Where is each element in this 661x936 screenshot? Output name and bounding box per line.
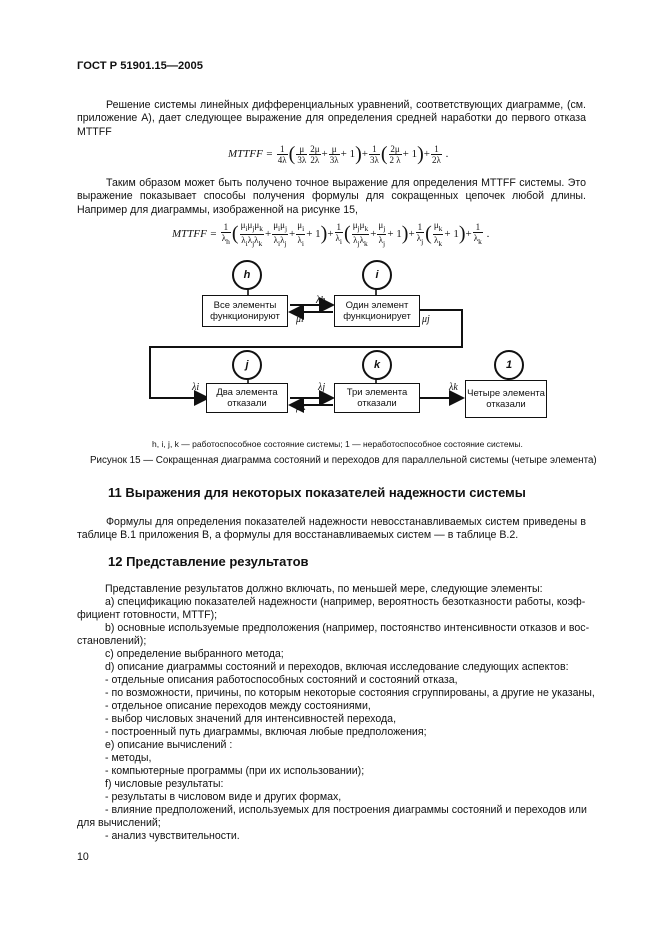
- figure-caption: Рисунок 15 — Сокращенная диаграмма состояний и переходов для параллельной системы (четыре элемента): [90, 455, 597, 466]
- list-line: - отдельное описание переходов между состояниями,: [105, 700, 371, 712]
- rate-lambda-j: λj: [318, 382, 326, 393]
- state-failed-circle: 1: [494, 350, 524, 380]
- figure-legend: h, i, j, k — работоспособное состояние системы; 1 — неработоспособное состояние системы.: [152, 439, 523, 449]
- state-k-box: Три элемента отказали: [334, 383, 420, 413]
- state-j-box: Два элемента отказали: [206, 383, 288, 413]
- section-11-text: Формулы для определения показателей надежности невосстанавливаемых систем приведены в таблице В.1 приложения В, а формулы для восстанавливаемых систем — в таблице В.2.: [77, 516, 586, 542]
- list-line: фициент готовности, MTTF);: [77, 609, 218, 621]
- rate-mu-j: μj: [422, 314, 430, 325]
- formula-mttff-1: MTTFF = $\frac{1}{4\lambda}$ ( $\frac{\mu}{3\lambda}$ $\frac{2\mu}{2\lambda}$ + $\frac{\mu}{3\lambda}$ + 1)+ $\frac{1}{3\lambda}$ ( $\frac{2\mu}{2 \lambda}$ + 1)+ $\frac{1}{2\lambda}$ .: [228, 142, 449, 165]
- list-line: b) основные используемые предположения (например, постоянство интенсивности отказов и вос-: [105, 622, 590, 634]
- state-h-circle: h: [232, 260, 262, 290]
- list-line: - отдельные описания работоспособных состояний и состояний отказа,: [105, 674, 458, 686]
- state-k-circle: k: [362, 350, 392, 380]
- formula-mttff-2: MTTFF = $\frac{1}{\lambda_h}$ ( $\frac{\mu_i\mu_j\mu_k}{\lambda_i\lambda_j\lambda_k}$ + $\frac{\mu_i\mu_j}{\lambda_i\lambda_j}$ + $\frac{\mu_i}{\lambda_i}$ + 1)+ $\frac{1}{\lambda_i}$ ( $\frac{\mu_j\mu_k}{\lambda_j\lambda_k}$ + $\frac{\mu_j}{\lambda_j}$ + 1)+ $\frac{1}{\lambda_j}$ ( $\frac{\mu_k}{\lambda_k}$ + 1)+ $\frac{1}{\lambda_k}$ .: [172, 220, 490, 248]
- state-failed-box: Четыре элемента отказали: [465, 380, 547, 418]
- rate-lambda-i: λi: [192, 382, 200, 393]
- list-line: e) описание вычислений :: [105, 739, 233, 751]
- list-line: - влияние предположений, используемых для построения диаграммы состояний и переходов или: [105, 804, 587, 816]
- formula-2-lhs: MTTFF =: [172, 227, 218, 240]
- list-line: Представление результатов должно включать, по меньшей мере, следующие элементы:: [105, 583, 543, 595]
- paragraph-intro: Решение системы линейных дифференциальных уравнений, соответствующих диаграмме, (см. приложение А), дает следующее выражение для определения средней наработки до первого отказа MTTFF: [77, 99, 586, 138]
- list-line: а) спецификацию показателей надежности (например, вероятность безотказности работы, коэф-: [105, 596, 586, 608]
- state-i-circle: i: [362, 260, 392, 290]
- list-line: - по возможности, причины, по которым некоторые состояния сгруппированы, а другие не указаны,: [105, 687, 595, 699]
- state-h-box: Все элементы функционируют: [202, 295, 288, 327]
- state-i-box: Один элемент функционирует: [334, 295, 420, 327]
- rate-mu-i: μi: [296, 314, 304, 325]
- list-line: - построенный путь диаграммы, включая любые предположения;: [105, 726, 427, 738]
- formula-1-lhs: MTTFF =: [228, 148, 274, 161]
- list-line: d) описание диаграммы состояний и переходов, включая исследование следующих аспектов:: [105, 661, 569, 673]
- page-number: 10: [77, 851, 89, 863]
- list-line: f) числовые результаты:: [105, 778, 224, 790]
- list-line: c) определение выбранного метода;: [105, 648, 284, 660]
- rate-lambda-h: λh: [316, 295, 326, 306]
- list-line: - выбор числовых значений для интенсивностей перехода,: [105, 713, 397, 725]
- rate-lambda-k: λk: [449, 382, 458, 393]
- list-line: - компьютерные программы (при их использовании);: [105, 765, 365, 777]
- state-j-circle: j: [232, 350, 262, 380]
- list-line: становлений);: [77, 635, 147, 647]
- list-line: - методы,: [105, 752, 152, 764]
- list-line: - анализ чувствительности.: [105, 830, 240, 842]
- list-line: - результаты в числовом виде и других формах,: [105, 791, 342, 803]
- section-11-title: 11 Выражения для некоторых показателей надежности системы: [108, 485, 526, 500]
- paragraph-exact-expression: Таким образом может быть получено точное выражение для определения MTTFF системы. Это выражение показывает способы получения формулы для сокращенных цепочек любой длины. Например для диаграммы, изображенной на рисунке 15,: [77, 177, 586, 216]
- rate-mu-k: μk: [296, 402, 306, 413]
- document-header: ГОСТ Р 51901.15—2005: [77, 60, 203, 72]
- section-12-title: 12 Представление результатов: [108, 554, 309, 569]
- list-line: для вычислений;: [77, 817, 161, 829]
